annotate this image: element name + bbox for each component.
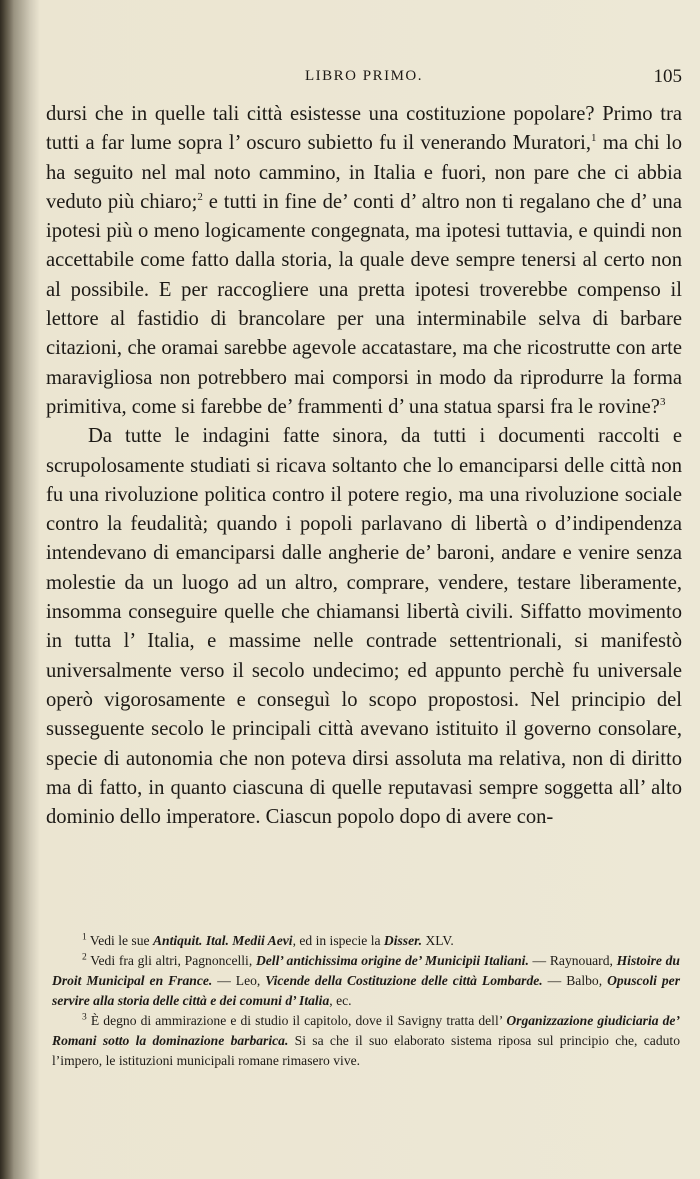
footnote-italic-text: Vicende della Costituzione delle città Lombarde. [265, 973, 543, 988]
paragraph-footnote-marker: 1 [591, 132, 597, 145]
footnote-footnote-marker: 1 [82, 932, 87, 943]
footnote-text: È degno di ammirazione e di studio il capitolo, dove il Savigny tratta dell’ [86, 1013, 507, 1028]
footnote-italic-text: Disser. [383, 933, 423, 948]
page-number: 105 [653, 66, 682, 87]
paragraph-footnote-marker: 2 [197, 191, 203, 204]
footnote-text: , ed in ispecie la [292, 933, 384, 948]
gutter-shadow [0, 0, 40, 1179]
footnote-footnote-marker: 3 [82, 1012, 87, 1023]
footnote [52, 931, 680, 951]
paragraph-text: dursi che in quelle tali città esistesse una costituzione popolare? Primo tra tutti a far lume sopra l’ oscuro subietto fu il venerando Muratori, [46, 103, 682, 155]
paragraph-footnote-marker: 3 [659, 396, 666, 409]
footnote-italic-text: Opuscoli per servire alla storia delle città e dei comuni d’ Italia [52, 973, 680, 1008]
footnote-italic-text: Dell’ antichissima origine de’ Municipii Italiani. [255, 953, 529, 968]
footnote-text: — Leo, [212, 973, 266, 988]
paragraph [46, 422, 682, 832]
paragraph-text: Da tutte le indagini fatte sinora, da tutti i documenti raccolti e scrupolosamente studiati si ricava soltanto che lo emanciparsi delle città non fu una rivoluzione politica contro il potere regio, ma una rivoluzione sociale contro la feudalità; quando i popoli parlavano di libertà o d’indipendenza intendevano di emanciparsi dalle angherie de’ baroni, andare e venire senza molestie da un luogo ad un altro, comprare, vendere, testare liberamente, insomma conseguire quelle che chiamansi libertà civili. Siffatto movimento in tutta l’ Italia, e massime nelle contrade settentrionali, si manifestò universalmente verso il secolo undecimo; ed appunto perchè fu universale operò vigorosamente e conseguì lo scopo propostosi. Nel principio del susseguente secolo le principali città avevano istituito il governo consolare, specie di autonomia che non poteva dirsi assoluta ma relativa, non di diritto ma di fatto, in quanto ciascuna di quelle reputavasi sempre soggetta all’ alto dominio dello imperatore. Ciascun popolo dopo di avere con- [46, 425, 682, 829]
footnote-text: Vedi le sue [86, 933, 153, 948]
paragraph-text: e tutti in fine de’ conti d’ altro non ti regalano che d’ una ipotesi più o meno logicamente congegnata, ma ipotesi tuttavia, e quindi non accettabile come fatto dalla storia, la quale deve sempre tenersi al certo non al possibile. E per raccogliere una pretta ipotesi troverebbe compenso il lettore al fastidio di brancolare per una interminabile selva di barbare citazioni, che oramai sarebbe agevole accatastare, ma che ricostrutte con arte maravigliosa non potrebbero mai comporsi in modo da riprodurre la forma primitiva, come si farebbe de’ frammenti d’ una statua sparsi fra le rovine? [46, 190, 682, 418]
footnote-text: — Balbo, [542, 973, 608, 988]
footnote [52, 1011, 680, 1071]
paragraph [46, 100, 682, 422]
running-head: LIBRO PRIMO. [304, 68, 423, 84]
footnote-italic-text: Antiquit. Ital. Medii Aevi [152, 933, 293, 948]
page-header [46, 68, 682, 90]
footnote-text: XLV. [422, 933, 454, 948]
paragraph-text: ma chi lo ha seguito nel mal noto cammino, in Italia e fuori, non pare che ci abbia veduto più chiaro; [46, 132, 682, 213]
body-text [46, 100, 682, 832]
footnote-text: Si sa che il suo elaborato sistema riposa sul principio che, caduto l’impero, le istituzioni municipali romane rimasero vive. [52, 1033, 680, 1068]
footnote [52, 951, 680, 1011]
footnote-text: Vedi fra gli altri, Pagnoncelli, [86, 953, 256, 968]
footnotes [52, 931, 680, 1071]
footnote-italic-text: Organizzazione giudiciaria de’ Romani sotto la dominazione barbarica. [52, 1013, 680, 1048]
footnote-text: — Raynouard, [528, 953, 617, 968]
footnote-footnote-marker: 2 [82, 952, 87, 963]
footnote-text: , ec. [329, 993, 352, 1008]
footnote-italic-text: Histoire du Droit Municipal en France. [52, 953, 680, 988]
